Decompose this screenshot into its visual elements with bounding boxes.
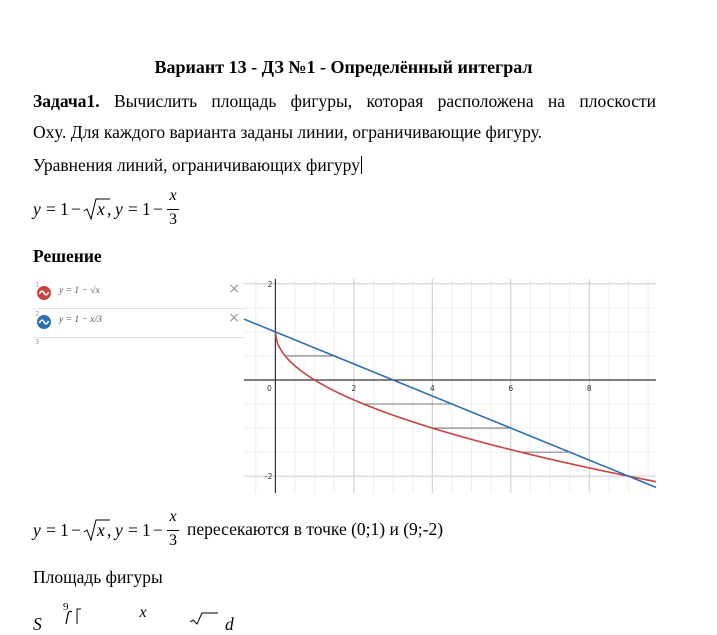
x-tick-label: 6 xyxy=(508,383,514,393)
eq2-minus: − xyxy=(153,199,163,219)
area-integral-formula xyxy=(33,598,234,634)
document-title: Вариант 13 - ДЗ №1 - Определённый интеграл xyxy=(154,57,533,77)
area-label: Площадь фигуры xyxy=(33,567,163,587)
eq4-eq: = xyxy=(128,520,138,540)
curve-color-icon[interactable] xyxy=(37,315,51,329)
eq4-one: 1 xyxy=(142,520,151,540)
frac-den: 3 xyxy=(169,532,177,549)
y-tick-label: 2 xyxy=(267,279,273,289)
equation-given xyxy=(33,187,203,235)
expression-row-empty[interactable] xyxy=(33,337,244,347)
task-text-line3: Уравнения линий, ограничивающих фигуру xyxy=(33,155,360,175)
expression-row-2[interactable] xyxy=(33,308,244,338)
integral-sign xyxy=(61,610,75,624)
eq3-eq: = xyxy=(46,520,56,540)
eq4-y: y xyxy=(115,520,123,540)
eq1-one: 1 xyxy=(60,199,69,219)
eq2-eq: = xyxy=(128,199,138,219)
plot-background xyxy=(244,279,656,493)
graph-screenshot xyxy=(33,279,656,493)
expression-text[interactable]: y = 1 − √x xyxy=(59,286,100,296)
task-text-line2: Oxy. Для каждого варианта заданы линии, ограничивающие фигуру. xyxy=(33,122,543,142)
row-number: 2 xyxy=(35,310,40,318)
eq1-eq: = xyxy=(46,199,56,219)
eq1-minus: − xyxy=(71,199,81,219)
expression-text[interactable]: y = 1 − x/3 xyxy=(59,315,102,325)
row-number: 3 xyxy=(35,338,40,346)
eq1-y: y xyxy=(33,199,41,219)
task-label: Задача1. xyxy=(33,91,100,111)
eq3-x: x xyxy=(97,520,105,540)
left-bracket xyxy=(75,608,83,624)
x-tick-label: 2 xyxy=(351,383,357,393)
fraction-bar xyxy=(167,530,179,531)
eq1-x: x xyxy=(97,199,105,219)
integral-upper-limit: 9 xyxy=(63,601,69,613)
expression-row-1[interactable] xyxy=(33,279,244,309)
eq3-comma: , xyxy=(107,520,112,540)
x-tick-label: 8 xyxy=(586,383,592,393)
eq4-minus: − xyxy=(153,520,163,540)
y-tick-label: -2 xyxy=(264,472,273,482)
task-text-line1: Вычислить площадь фигуры, которая расположена на плоскости xyxy=(113,91,656,111)
expression-panel xyxy=(33,279,244,493)
integral-frac-num: x xyxy=(139,604,147,621)
row-number: 1 xyxy=(35,281,40,289)
close-icon[interactable]: × xyxy=(228,310,240,326)
task-paragraph-line1 xyxy=(33,85,656,117)
eq2-y: y xyxy=(115,199,123,219)
intersection-text: пересекаются в точке (0;1) и (9;-2) xyxy=(187,519,444,539)
intersection-line xyxy=(33,508,633,556)
eq3-y: y xyxy=(33,520,41,540)
text-cursor xyxy=(361,156,362,174)
eq2-one: 1 xyxy=(142,199,151,219)
integral-d: d xyxy=(225,614,234,634)
frac-den: 3 xyxy=(169,211,177,228)
integral-sqrt xyxy=(189,612,219,624)
fraction-bar xyxy=(167,209,179,210)
x-tick-label: 0 xyxy=(266,383,272,393)
curve-color-icon[interactable] xyxy=(37,286,51,300)
solution-heading xyxy=(33,240,656,272)
solution-label: Решение xyxy=(33,246,102,266)
eq3-minus: − xyxy=(71,520,81,540)
frac-num: x xyxy=(169,508,177,525)
integral-S: S xyxy=(33,614,42,634)
task-paragraph-line3 xyxy=(33,149,656,181)
graph-canvas[interactable] xyxy=(244,279,656,493)
close-icon[interactable]: × xyxy=(228,281,240,297)
eq3-one: 1 xyxy=(60,520,69,540)
x-tick-label: 4 xyxy=(429,383,435,393)
frac-num: x xyxy=(169,187,177,204)
eq1-comma: , xyxy=(107,199,112,219)
